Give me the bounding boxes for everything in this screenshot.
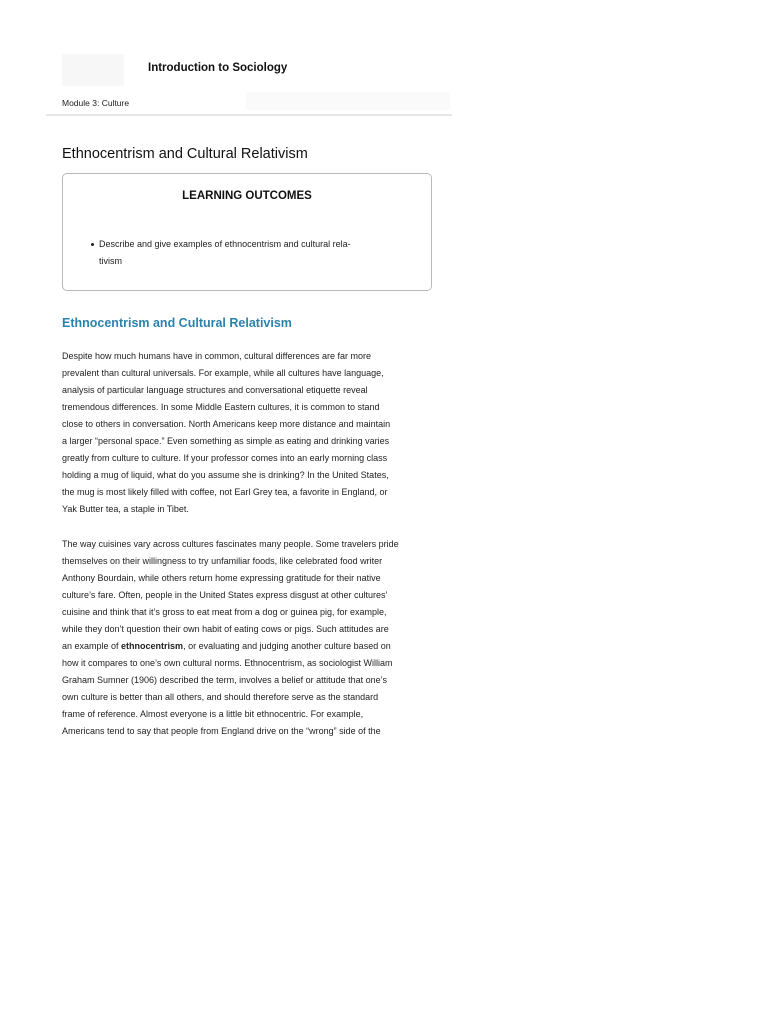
paragraph-line: culture’s fare. Often, people in the United States express disgust at other cultures’ [62,590,388,600]
paragraph-line: own culture is better than all others, and should therefore serve as the standard [62,692,379,702]
paragraph-line: , or evaluating and judging another culture based on [183,641,391,651]
course-logo [62,54,124,86]
paragraph-line: cuisine and think that it’s gross to eat meat from a dog or guinea pig, for example, [62,607,387,617]
paragraph-line: Yak Butter tea, a staple in Tibet. [62,504,189,514]
paragraph-line: The way cuisines vary across cultures fascinates many people. Some travelers pride [62,539,399,549]
ethnocentrism-term: ethnocentrism [121,641,184,651]
outcome-line: tivism [99,256,122,266]
module-breadcrumb-bar [46,90,452,116]
paragraph-line: how it compares to one’s own cultural norms. Ethnocentrism, as sociologist William [62,658,393,668]
learning-outcomes-list [77,236,407,270]
paragraph-line: Graham Sumner (1906) described the term, involves a belief or attitude that one’s [62,675,388,685]
outcome-line: Describe and give examples of ethnocentrism and cultural rela- [99,239,351,249]
paragraph-line: Despite how much humans have in common, cultural differences are far more [62,351,371,361]
paragraph-line: frame of reference. Almost everyone is a little bit ethnocentric. For example, [62,709,364,719]
paragraph-line: Anthony Bourdain, while others return home expressing gratitude for their native [62,573,381,583]
paragraph-line: the mug is most likely filled with coffee, not Earl Grey tea, a favorite in England, or [62,487,388,497]
paragraph-line: prevalent than cultural universals. For example, while all cultures have language, [62,368,384,378]
module-label[interactable]: Module 3: Culture [62,98,130,108]
paragraph-line: Americans tend to say that people from England drive on the “wrong” side of the [62,726,381,736]
paragraph-line: a larger “personal space.” Even something as simple as eating and drinking varies [62,436,390,446]
paragraph-line: greatly from culture to culture. If your professor comes into an early morning class [62,453,388,463]
course-title[interactable]: Introduction to Sociology [148,62,288,74]
paragraph-1 [62,348,436,518]
page-title: Ethnocentrism and Cultural Relativism [62,146,308,162]
paragraph-line: close to others in conversation. North Americans keep more distance and maintain [62,419,391,429]
paragraph-line: themselves on their willingness to try unfamiliar foods, like celebrated food writer [62,556,383,566]
module-bar-shade [246,92,450,110]
learning-outcomes-box [62,173,432,291]
paragraph-2 [62,536,436,740]
bullet-icon [91,243,94,246]
section-heading: Ethnocentrism and Cultural Relativism [62,316,292,330]
learning-outcomes-heading: LEARNING OUTCOMES [182,190,312,202]
paragraph-line: tremendous differences. In some Middle Eastern cultures, it is common to stand [62,402,380,412]
paragraph-line: while they don’t question their own habit of eating cows or pigs. Such attitudes are [62,624,389,634]
learning-outcome-item [77,236,407,270]
paragraph-line: analysis of particular language structures and conversational etiquette reveal [62,385,368,395]
paragraph-line: holding a mug of liquid, what do you assume she is drinking? In the United States, [62,470,389,480]
paragraph-line: an example of [62,641,122,651]
